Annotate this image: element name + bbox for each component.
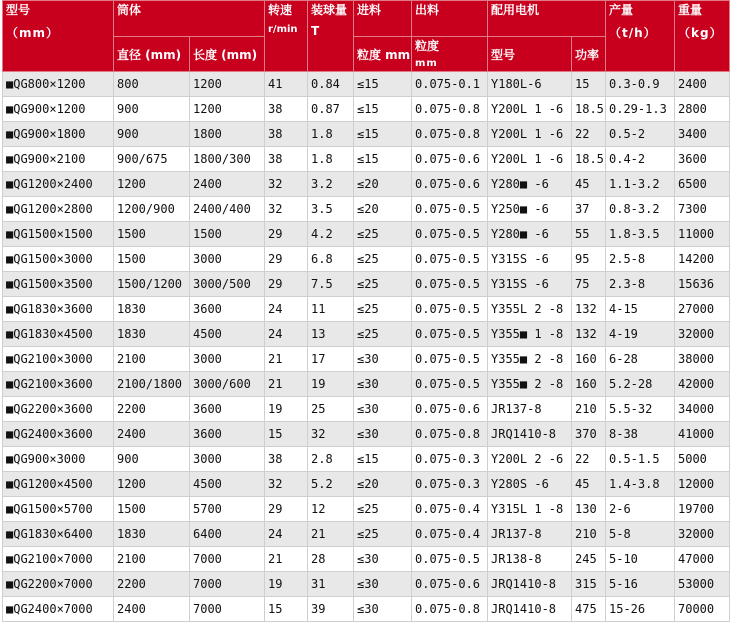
cell-diameter: 1500 — [114, 222, 190, 247]
cell-length: 7000 — [190, 597, 265, 622]
cell-length: 7000 — [190, 547, 265, 572]
cell-output: 1.8-3.5 — [606, 222, 675, 247]
cell-speed: 21 — [265, 372, 308, 397]
cell-length: 1500 — [190, 222, 265, 247]
cell-model: ■QG900×3000 — [3, 447, 114, 472]
cell-motor-power: 45 — [572, 172, 606, 197]
cell-discharge-size: 0.075-0.4 — [412, 497, 488, 522]
cell-model: ■QG1200×4500 — [3, 472, 114, 497]
header-speed-unit: r/min — [268, 24, 298, 35]
cell-length: 3000 — [190, 247, 265, 272]
header-output — [606, 1, 675, 72]
cell-speed: 15 — [265, 597, 308, 622]
cell-discharge-size: 0.075-0.5 — [412, 347, 488, 372]
cell-discharge-size: 0.075-0.8 — [412, 97, 488, 122]
cell-model: ■QG1200×2800 — [3, 197, 114, 222]
cell-diameter: 1830 — [114, 522, 190, 547]
cell-length: 2400 — [190, 172, 265, 197]
cell-model: ■QG2400×3600 — [3, 422, 114, 447]
header-discharge-unit: mm — [415, 58, 438, 69]
cell-discharge-size: 0.075-0.5 — [412, 372, 488, 397]
cell-length: 1200 — [190, 97, 265, 122]
cell-motor-power: 210 — [572, 522, 606, 547]
cell-motor-model: Y200L 2 -6 — [488, 447, 572, 472]
cell-speed: 24 — [265, 522, 308, 547]
cell-diameter: 2400 — [114, 422, 190, 447]
cell-diameter: 2200 — [114, 397, 190, 422]
cell-speed: 15 — [265, 422, 308, 447]
cell-speed: 32 — [265, 197, 308, 222]
cell-motor-model: Y355■ 2 -8 — [488, 372, 572, 397]
cell-motor-power: 75 — [572, 272, 606, 297]
cell-feed-size: ≤25 — [354, 247, 412, 272]
ball-mill-spec-table — [2, 0, 730, 622]
cell-output: 8-38 — [606, 422, 675, 447]
cell-diameter: 1500 — [114, 497, 190, 522]
cell-discharge-size: 0.075-0.5 — [412, 272, 488, 297]
cell-speed: 29 — [265, 272, 308, 297]
cell-diameter: 1200 — [114, 172, 190, 197]
cell-length: 2400/400 — [190, 197, 265, 222]
cell-motor-power: 210 — [572, 397, 606, 422]
cell-weight: 70000 — [675, 597, 730, 622]
cell-motor-model: Y200L 1 -6 — [488, 97, 572, 122]
cell-model: ■QG800×1200 — [3, 72, 114, 97]
table-row — [3, 247, 730, 272]
cell-motor-power: 130 — [572, 497, 606, 522]
cell-output: 5.5-32 — [606, 397, 675, 422]
cell-motor-power: 315 — [572, 572, 606, 597]
cell-ball-load: 0.84 — [308, 72, 354, 97]
cell-length: 1200 — [190, 72, 265, 97]
cell-output: 4-19 — [606, 322, 675, 347]
cell-diameter: 2200 — [114, 572, 190, 597]
cell-discharge-size: 0.075-0.5 — [412, 322, 488, 347]
table-row — [3, 547, 730, 572]
cell-weight: 32000 — [675, 322, 730, 347]
cell-length: 3000/600 — [190, 372, 265, 397]
cell-output: 0.8-3.2 — [606, 197, 675, 222]
cell-diameter: 900 — [114, 97, 190, 122]
cell-model: ■QG1500×1500 — [3, 222, 114, 247]
header-model — [3, 1, 114, 72]
cell-weight: 19700 — [675, 497, 730, 522]
cell-feed-size: ≤30 — [354, 572, 412, 597]
cell-ball-load: 7.5 — [308, 272, 354, 297]
header-diameter: 直径 (mm) — [114, 37, 190, 72]
table-row — [3, 322, 730, 347]
cell-discharge-size: 0.075-0.5 — [412, 197, 488, 222]
cell-ball-load: 28 — [308, 547, 354, 572]
header-ball-load-unit: T — [311, 24, 321, 38]
cell-ball-load: 11 — [308, 297, 354, 322]
cell-weight: 2800 — [675, 97, 730, 122]
table-row — [3, 197, 730, 222]
table-row — [3, 447, 730, 472]
cell-output: 2-6 — [606, 497, 675, 522]
cell-length: 3600 — [190, 422, 265, 447]
cell-motor-power: 18.5 — [572, 147, 606, 172]
cell-output: 1.4-3.8 — [606, 472, 675, 497]
cell-speed: 19 — [265, 397, 308, 422]
cell-motor-model: Y315L 1 -8 — [488, 497, 572, 522]
cell-diameter: 2400 — [114, 597, 190, 622]
header-weight-unit: （kg） — [678, 26, 723, 40]
cell-output: 0.5-2 — [606, 122, 675, 147]
cell-diameter: 2100 — [114, 547, 190, 572]
cell-weight: 3600 — [675, 147, 730, 172]
cell-speed: 19 — [265, 572, 308, 597]
cell-speed: 29 — [265, 497, 308, 522]
cell-model: ■QG900×1200 — [3, 97, 114, 122]
cell-motor-power: 132 — [572, 322, 606, 347]
cell-discharge-size: 0.075-0.6 — [412, 397, 488, 422]
cell-feed-size: ≤20 — [354, 197, 412, 222]
cell-motor-model: Y355■ 2 -8 — [488, 347, 572, 372]
cell-discharge-size: 0.075-0.8 — [412, 597, 488, 622]
cell-discharge-size: 0.075-0.5 — [412, 297, 488, 322]
cell-motor-power: 95 — [572, 247, 606, 272]
header-speed — [265, 1, 308, 72]
cell-discharge-size: 0.075-0.5 — [412, 547, 488, 572]
cell-discharge-size: 0.075-0.4 — [412, 522, 488, 547]
cell-model: ■QG1830×3600 — [3, 297, 114, 322]
cell-output: 5-10 — [606, 547, 675, 572]
header-motor: 配用电机 — [488, 1, 606, 37]
cell-diameter: 900 — [114, 447, 190, 472]
cell-length: 1800 — [190, 122, 265, 147]
cell-speed: 38 — [265, 122, 308, 147]
cell-discharge-size: 0.075-0.1 — [412, 72, 488, 97]
cell-model: ■QG2100×3000 — [3, 347, 114, 372]
table-row — [3, 97, 730, 122]
cell-ball-load: 25 — [308, 397, 354, 422]
cell-length: 4500 — [190, 472, 265, 497]
cell-ball-load: 17 — [308, 347, 354, 372]
cell-diameter: 900 — [114, 122, 190, 147]
cell-feed-size: ≤30 — [354, 422, 412, 447]
cell-weight: 3400 — [675, 122, 730, 147]
cell-speed: 32 — [265, 472, 308, 497]
cell-ball-load: 0.87 — [308, 97, 354, 122]
cell-weight: 15636 — [675, 272, 730, 297]
cell-discharge-size: 0.075-0.5 — [412, 222, 488, 247]
cell-weight: 7300 — [675, 197, 730, 222]
cell-motor-model: Y280S -6 — [488, 472, 572, 497]
cell-ball-load: 1.8 — [308, 122, 354, 147]
cell-feed-size: ≤25 — [354, 272, 412, 297]
cell-motor-model: JRQ1410-8 — [488, 422, 572, 447]
table-row — [3, 347, 730, 372]
cell-length: 3000/500 — [190, 272, 265, 297]
table-row — [3, 422, 730, 447]
cell-model: ■QG2200×7000 — [3, 572, 114, 597]
cell-weight: 38000 — [675, 347, 730, 372]
cell-motor-model: Y280■ -6 — [488, 172, 572, 197]
spec-table-wrapper — [2, 0, 730, 622]
table-row — [3, 472, 730, 497]
cell-motor-model: JR137-8 — [488, 522, 572, 547]
cell-feed-size: ≤15 — [354, 97, 412, 122]
cell-length: 6400 — [190, 522, 265, 547]
cell-output: 5.2-28 — [606, 372, 675, 397]
cell-weight: 42000 — [675, 372, 730, 397]
cell-ball-load: 39 — [308, 597, 354, 622]
cell-weight: 34000 — [675, 397, 730, 422]
cell-diameter: 1200 — [114, 472, 190, 497]
cell-feed-size: ≤30 — [354, 597, 412, 622]
cell-motor-power: 475 — [572, 597, 606, 622]
cell-ball-load: 21 — [308, 522, 354, 547]
cell-motor-power: 15 — [572, 72, 606, 97]
cell-speed: 24 — [265, 322, 308, 347]
cell-speed: 29 — [265, 247, 308, 272]
cell-ball-load: 3.2 — [308, 172, 354, 197]
cell-feed-size: ≤15 — [354, 72, 412, 97]
table-row — [3, 122, 730, 147]
table-body — [3, 72, 730, 622]
cell-discharge-size: 0.075-0.8 — [412, 422, 488, 447]
cell-diameter: 1830 — [114, 322, 190, 347]
cell-feed-size: ≤30 — [354, 547, 412, 572]
header-model-label: 型号 — [6, 3, 31, 17]
header-speed-label: 转速 — [268, 3, 293, 17]
cell-speed: 38 — [265, 97, 308, 122]
table-row — [3, 597, 730, 622]
cell-length: 5700 — [190, 497, 265, 522]
cell-motor-power: 132 — [572, 297, 606, 322]
header-discharge-size-label: 粒度 — [415, 39, 440, 53]
header-weight — [675, 1, 730, 72]
cell-diameter: 2100/1800 — [114, 372, 190, 397]
cell-ball-load: 12 — [308, 497, 354, 522]
cell-ball-load: 6.8 — [308, 247, 354, 272]
header-discharge-size — [412, 37, 488, 72]
cell-ball-load: 32 — [308, 422, 354, 447]
cell-model: ■QG1200×2400 — [3, 172, 114, 197]
cell-speed: 38 — [265, 147, 308, 172]
table-row — [3, 72, 730, 97]
cell-feed-size: ≤20 — [354, 172, 412, 197]
header-model-unit: （mm） — [6, 26, 60, 40]
cell-speed: 32 — [265, 172, 308, 197]
cell-motor-model: JRQ1410-8 — [488, 597, 572, 622]
cell-motor-model: JRQ1410-8 — [488, 572, 572, 597]
cell-ball-load: 13 — [308, 322, 354, 347]
cell-discharge-size: 0.075-0.3 — [412, 447, 488, 472]
cell-feed-size: ≤15 — [354, 147, 412, 172]
cell-weight: 12000 — [675, 472, 730, 497]
cell-weight: 14200 — [675, 247, 730, 272]
cell-weight: 11000 — [675, 222, 730, 247]
cell-motor-power: 37 — [572, 197, 606, 222]
cell-feed-size: ≤30 — [354, 397, 412, 422]
cell-feed-size: ≤15 — [354, 122, 412, 147]
cell-output: 0.3-0.9 — [606, 72, 675, 97]
cell-motor-power: 22 — [572, 122, 606, 147]
cell-motor-model: Y355■ 1 -8 — [488, 322, 572, 347]
cell-length: 3600 — [190, 297, 265, 322]
cell-motor-model: JR137-8 — [488, 397, 572, 422]
cell-motor-power: 160 — [572, 347, 606, 372]
table-row — [3, 497, 730, 522]
cell-model: ■QG1830×4500 — [3, 322, 114, 347]
cell-output: 1.1-3.2 — [606, 172, 675, 197]
cell-length: 4500 — [190, 322, 265, 347]
cell-speed: 29 — [265, 222, 308, 247]
cell-motor-model: Y315S -6 — [488, 272, 572, 297]
cell-diameter: 2100 — [114, 347, 190, 372]
cell-discharge-size: 0.075-0.6 — [412, 172, 488, 197]
cell-model: ■QG2100×3600 — [3, 372, 114, 397]
cell-weight: 32000 — [675, 522, 730, 547]
cell-feed-size: ≤30 — [354, 347, 412, 372]
table-row — [3, 372, 730, 397]
cell-diameter: 1500 — [114, 247, 190, 272]
cell-output: 4-15 — [606, 297, 675, 322]
table-row — [3, 172, 730, 197]
header-length: 长度 (mm) — [190, 37, 265, 72]
cell-feed-size: ≤25 — [354, 322, 412, 347]
cell-output: 0.4-2 — [606, 147, 675, 172]
cell-motor-power: 245 — [572, 547, 606, 572]
cell-feed-size: ≤25 — [354, 497, 412, 522]
cell-weight: 53000 — [675, 572, 730, 597]
cell-discharge-size: 0.075-0.3 — [412, 472, 488, 497]
cell-ball-load: 1.8 — [308, 147, 354, 172]
cell-feed-size: ≤25 — [354, 522, 412, 547]
header-ball-load — [308, 1, 354, 72]
cell-motor-model: Y355L 2 -8 — [488, 297, 572, 322]
cell-output: 15-26 — [606, 597, 675, 622]
header-feed: 进料 — [354, 1, 412, 37]
cell-motor-power: 370 — [572, 422, 606, 447]
cell-weight: 27000 — [675, 297, 730, 322]
cell-model: ■QG2200×3600 — [3, 397, 114, 422]
cell-feed-size: ≤30 — [354, 372, 412, 397]
cell-diameter: 1500/1200 — [114, 272, 190, 297]
cell-motor-model: Y200L 1 -6 — [488, 147, 572, 172]
cell-output: 5-16 — [606, 572, 675, 597]
cell-model: ■QG1500×3500 — [3, 272, 114, 297]
cell-speed: 21 — [265, 547, 308, 572]
header-output-unit: （t/h） — [609, 26, 657, 40]
table-row — [3, 272, 730, 297]
cell-speed: 38 — [265, 447, 308, 472]
cell-diameter: 1200/900 — [114, 197, 190, 222]
cell-feed-size: ≤20 — [354, 472, 412, 497]
cell-output: 6-28 — [606, 347, 675, 372]
cell-feed-size: ≤25 — [354, 297, 412, 322]
table-header — [3, 1, 730, 72]
cell-weight: 47000 — [675, 547, 730, 572]
cell-weight: 2400 — [675, 72, 730, 97]
cell-output: 2.5-8 — [606, 247, 675, 272]
header-motor-power: 功率 — [572, 37, 606, 72]
cell-ball-load: 19 — [308, 372, 354, 397]
header-ball-load-label: 装球量 — [311, 3, 348, 17]
cell-length: 3000 — [190, 347, 265, 372]
cell-discharge-size: 0.075-0.8 — [412, 122, 488, 147]
cell-output: 5-8 — [606, 522, 675, 547]
cell-model: ■QG900×1800 — [3, 122, 114, 147]
cell-length: 3600 — [190, 397, 265, 422]
cell-output: 0.29-1.3 — [606, 97, 675, 122]
cell-ball-load: 4.2 — [308, 222, 354, 247]
cell-motor-model: Y280■ -6 — [488, 222, 572, 247]
cell-motor-model: JR138-8 — [488, 547, 572, 572]
header-discharge: 出料 — [412, 1, 488, 37]
cell-length: 3000 — [190, 447, 265, 472]
cell-weight: 41000 — [675, 422, 730, 447]
cell-model: ■QG1500×5700 — [3, 497, 114, 522]
cell-model: ■QG2400×7000 — [3, 597, 114, 622]
cell-motor-power: 22 — [572, 447, 606, 472]
header-output-label: 产量 — [609, 3, 634, 17]
cell-diameter: 800 — [114, 72, 190, 97]
cell-length: 7000 — [190, 572, 265, 597]
cell-motor-power: 18.5 — [572, 97, 606, 122]
table-row — [3, 572, 730, 597]
header-cylinder: 筒体 — [114, 1, 265, 37]
cell-ball-load: 3.5 — [308, 197, 354, 222]
cell-discharge-size: 0.075-0.6 — [412, 147, 488, 172]
cell-weight: 5000 — [675, 447, 730, 472]
cell-speed: 21 — [265, 347, 308, 372]
cell-discharge-size: 0.075-0.6 — [412, 572, 488, 597]
cell-ball-load: 5.2 — [308, 472, 354, 497]
cell-ball-load: 2.8 — [308, 447, 354, 472]
cell-motor-model: Y200L 1 -6 — [488, 122, 572, 147]
cell-speed: 41 — [265, 72, 308, 97]
header-weight-label: 重量 — [678, 3, 703, 17]
cell-motor-power: 55 — [572, 222, 606, 247]
header-motor-model: 型号 — [488, 37, 572, 72]
cell-discharge-size: 0.075-0.5 — [412, 247, 488, 272]
cell-speed: 24 — [265, 297, 308, 322]
cell-model: ■QG1830×6400 — [3, 522, 114, 547]
cell-motor-power: 160 — [572, 372, 606, 397]
cell-motor-power: 45 — [572, 472, 606, 497]
cell-feed-size: ≤15 — [354, 447, 412, 472]
header-feed-size: 粒度 mm — [354, 37, 412, 72]
cell-length: 1800/300 — [190, 147, 265, 172]
cell-motor-model: Y250■ -6 — [488, 197, 572, 222]
table-row — [3, 397, 730, 422]
cell-model: ■QG2100×7000 — [3, 547, 114, 572]
table-row — [3, 297, 730, 322]
cell-motor-model: Y315S -6 — [488, 247, 572, 272]
cell-weight: 6500 — [675, 172, 730, 197]
cell-feed-size: ≤25 — [354, 222, 412, 247]
cell-output: 2.3-8 — [606, 272, 675, 297]
table-row — [3, 222, 730, 247]
cell-model: ■QG900×2100 — [3, 147, 114, 172]
table-row — [3, 522, 730, 547]
cell-motor-model: Y180L-6 — [488, 72, 572, 97]
cell-model: ■QG1500×3000 — [3, 247, 114, 272]
table-row — [3, 147, 730, 172]
cell-diameter: 900/675 — [114, 147, 190, 172]
cell-diameter: 1830 — [114, 297, 190, 322]
cell-ball-load: 31 — [308, 572, 354, 597]
cell-output: 0.5-1.5 — [606, 447, 675, 472]
